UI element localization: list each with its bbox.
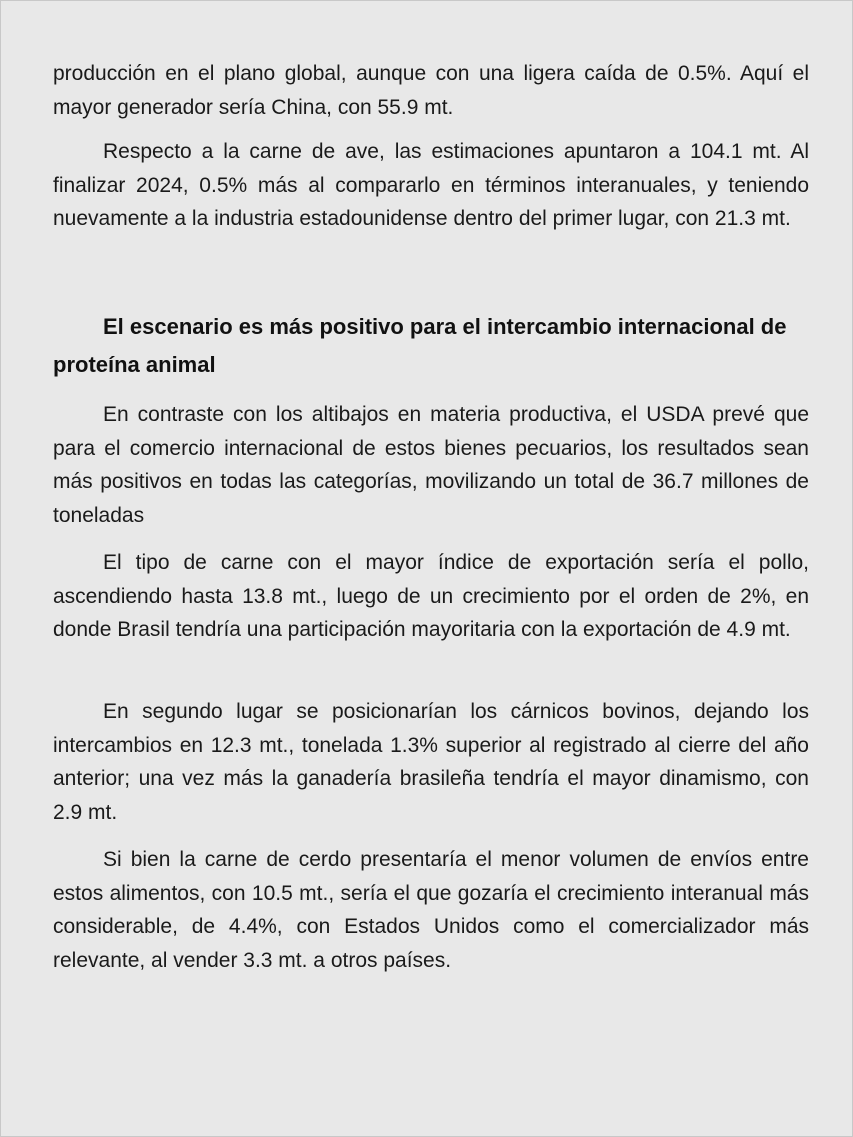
paragraph-beef-exports: En segundo lugar se posicionarían los cárnicos bovinos, dejando los intercambios en 12.3 mt., tonelada 1.3% superior al registrado al cierre del año anterior; una vez más la ganadería brasileña tendría el mayor dinamismo, con 2.9 mt.: [53, 700, 809, 824]
paragraph-global-production: producción en el plano global, aunque con una ligera caída de 0.5%. Aquí el mayor generador sería China, con 55.9 mt.: [53, 62, 809, 119]
section-heading: El escenario es más positivo para el intercambio internacional de proteína animal: [53, 314, 787, 377]
paragraph-chicken-exports: El tipo de carne con el mayor índice de exportación sería el pollo, ascendiendo hasta 13.8 mt., luego de un crecimiento por el orden de 2%, en donde Brasil tendría una participación mayoritaria con la exportación de 4.9 mt.: [53, 551, 809, 641]
paragraph-poultry-meat: Respecto a la carne de ave, las estimaciones apuntaron a 104.1 mt. Al finalizar 2024, 0.5% más al compararlo en términos interanuales, y teniendo nuevamente a la industria estadounidense dentro del primer lugar, con 21.3 mt.: [53, 140, 809, 230]
paragraph-pork-exports: Si bien la carne de cerdo presentaría el menor volumen de envíos entre estos alimentos, con 10.5 mt., sería el que gozaría el crecimiento interanual más considerable, de 4.4%, con Estados Unidos como el comercializador más relevante, al vender 3.3 mt. a otros países.: [53, 848, 809, 972]
paragraph-international-trade: En contraste con los altibajos en materia productiva, el USDA prevé que para el comercio internacional de estos bienes pecuarios, los resultados sean más positivos en todas las categorías, movilizando un total de 36.7 millones de toneladas: [53, 403, 809, 527]
